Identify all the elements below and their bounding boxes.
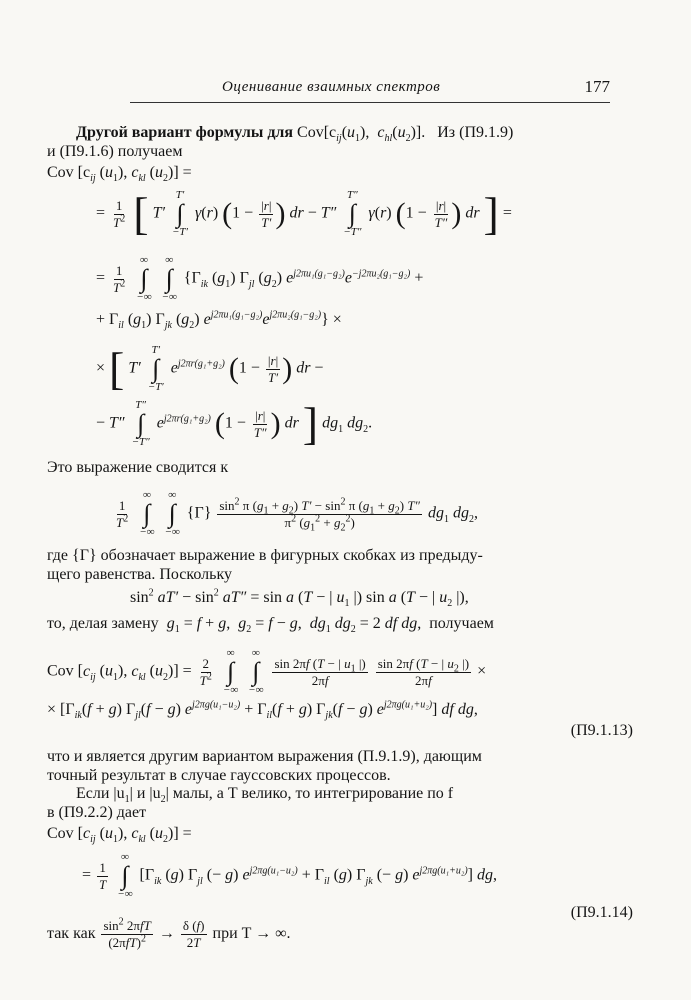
eq1-line-4: × [ T′ T′ ∫ −T′ $e^{j2\pi r(g_1+g_2)}$ (1 − $\frac{|r|}{T'}$ ) dr − — [96, 343, 324, 394]
intro-bold: Другой вариант формулы для — [76, 124, 294, 141]
text-which-1: что и является другим вариантом выражения (П.9.1.9), дающим — [47, 748, 482, 765]
intro-line-2: и (П9.1.6) получаем — [47, 143, 183, 160]
intro-math: $Cov[c_{ij}(u_1)$, $c_{hl}(u_2)$]. — [297, 124, 426, 145]
text-then: то, делая замену $g_1 = f + g$, $g_2 = f - g$, $dg_1$ $dg_2 = 2$ df dg, получаем — [47, 615, 494, 636]
eq1-line-2: = $\frac{1}{T^2}$ ∞ ∫ −∞ ∞ ∫ −∞ {$\Gamma_{ik}$ $(g_1)$ $\Gamma_{jl}$ $(g_2) e^{j2\pi u_1(g_1-g_2)}e^{-j2\pi u_2(g_1-g_2)}$ + — [96, 254, 424, 303]
eq1-lhs: Cov [$c_{ij}$ $(u_1)$, $c_{kl}$ $(u_2)$] = — [47, 164, 192, 185]
eq14-line-1: = $\frac{1}{T}$ ∞ ∫ −∞ [$\Gamma_{ik}$ (g) $\Gamma_{jl}$ (− g) $e^{j2\pi g(u_1-u_2)} + \Gamma_{il}$ (g) $\Gamma_{jk}$ (− g) $e^{j2\pi g(u_1+u_2)}$] dg, — [82, 851, 497, 900]
running-header — [130, 76, 610, 103]
text-reduces: Это выражение сводится к — [47, 459, 229, 476]
eq1-line-5: − T″ T″ ∫ −T″ $e^{j2\pi r(g_1+g_2)}$ (1 − $\frac{|r|}{T''}$ ) dr ] $dg_1$ $dg_2$. — [96, 398, 373, 449]
intro-tail: Из (П9.1.9) — [437, 124, 514, 141]
eq-sin-identity: $\sin^2 aT' - \sin^2 aT'' = \sin a$ (T − | $u_1$ |) sin a (T − | $u_2$ |), — [130, 587, 469, 610]
eq1-line-3: + $\Gamma_{il}$ $(g_1)$ $\Gamma_{jk}$ $(g_2) e^{j2\pi u_1(g_1-g_2)}e^{j2\pi u_2(g_1-g_2)}$} × — [96, 309, 342, 332]
eq13-line-1: Cov [$c_{ij}$ $(u_1)$, $c_{kl}$ $(u_2)$] = $\frac{2}{T^2}$ ∞ ∫ −∞ ∞ ∫ −∞ $\frac{\sin 2\pi f (T - | u_1 |)}{2\pi f}$ $\frac{\sin 2\pi f (T - | u_2 |)}{2\pi f}$ × — [47, 647, 487, 696]
text-if-1: Если $|u_1|$ и $|u_2|$ малы, а T велико, то интегрирование по f — [76, 785, 454, 806]
eq-reduced: $\frac{1}{T^2}$ ∞ ∫ −∞ ∞ ∫ −∞ {Γ} $\frac{\sin^2 \pi (g_1 + g_2) T' - \sin^2 \pi (g_1 + g_2) T''}{\pi^2 (g_1^2 + g_2^2)}$ $dg_1$ $dg_2$, — [116, 489, 478, 538]
intro-line-1 — [76, 123, 513, 143]
text-where-1: где {Γ} обозначает выражение в фигурных скобках из предыду- — [47, 547, 483, 564]
eq14-lhs: Cov [$c_{ij}$ $(u_1)$, $c_{kl}$ $(u_2)$] = — [47, 825, 192, 846]
running-title: Оценивание взаимных спектров — [222, 79, 441, 95]
page-number: 177 — [584, 77, 610, 96]
text-where-2: щего равенства. Поскольку — [47, 566, 232, 583]
equation-number-14: (П9.1.14) — [570, 904, 633, 921]
eq1-line-1: = $\frac{1}{T^2}$ [ T′ T′ ∫ −T′ γ(r) (1 − $\frac{|r|}{T'}$ ) dr − T″ T″ ∫ −T″ γ(r) (1 − $\frac{|r|}{T''}$ ) dr ] = — [96, 188, 512, 239]
text-if-2: в (П9.2.2) дает — [47, 804, 147, 821]
text-which-2: точный результат в случае гауссовских процессов. — [47, 767, 391, 784]
equation-number-13: (П9.1.13) — [570, 722, 633, 739]
eq13-line-2: × [$\Gamma_{ik}(f + g) \Gamma_{jl}(f - g) e^{j2\pi g(u_1-u_2)} + \Gamma_{il}(f + g) \Gamma_{jk}(f - g)$ $e^{j2\pi g(u_1+u_2)}$] df dg, — [47, 699, 478, 722]
text-since: так как $\frac{\sin^2 2\pi fT}{(2\pi fT)^2}$ → $\frac{\delta (f)}{2T}$ при T → ∞. — [47, 916, 291, 950]
